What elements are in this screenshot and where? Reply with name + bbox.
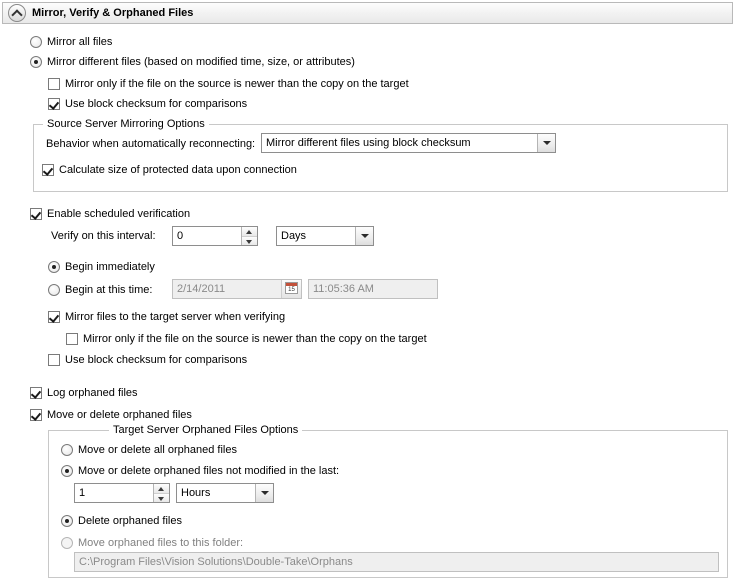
chevron-down-icon[interactable]: [255, 484, 273, 502]
radio-indicator: [30, 56, 42, 68]
radio-delete-orphaned-files-label: Delete orphaned files: [78, 515, 182, 527]
begin-time-field[interactable]: [308, 279, 438, 299]
checkbox-indicator: [42, 164, 54, 176]
radio-begin-immediately-label: Begin immediately: [65, 261, 155, 273]
group-title: Source Server Mirroring Options: [43, 118, 209, 130]
orphan-folder-path-value: C:\Program Files\Vision Solutions\Double-Take\Orphans: [79, 556, 353, 568]
checkbox-verify-use-block-checksum-label: Use block checksum for comparisons: [65, 354, 248, 366]
radio-move-delete-not-modified-label: Move or delete orphaned files not modified in the last:: [78, 465, 340, 477]
radio-indicator: [30, 36, 42, 48]
radio-move-orphans-to-folder-label: Move orphaned files to this folder:: [78, 537, 244, 549]
checkbox-indicator: [48, 78, 60, 90]
checkbox-use-block-checksum[interactable]: [48, 97, 247, 111]
checkbox-indicator: [30, 387, 42, 399]
chevron-up-icon[interactable]: [8, 4, 26, 22]
radio-indicator: [61, 444, 73, 456]
checkbox-verify-use-block-checksum[interactable]: [48, 353, 247, 367]
checkbox-verify-mirror-only-if-newer[interactable]: [66, 332, 427, 346]
checkbox-log-orphaned-files-label: Log orphaned files: [47, 387, 138, 399]
checkbox-log-orphaned-files[interactable]: [30, 386, 138, 400]
stepper-down-icon[interactable]: [154, 494, 169, 503]
behavior-reconnect-select[interactable]: [261, 133, 556, 153]
section-header[interactable]: [2, 2, 733, 24]
begin-date-value: 2/14/2011: [177, 283, 226, 295]
checkbox-indicator: [48, 354, 60, 366]
stepper-buttons[interactable]: [241, 227, 257, 245]
stepper-buttons[interactable]: [153, 484, 169, 502]
radio-move-delete-all-orphans-label: Move or delete all orphaned files: [78, 444, 237, 456]
chevron-down-icon[interactable]: [355, 227, 373, 245]
checkbox-move-or-delete-orphaned-files-label: Move or delete orphaned files: [47, 409, 192, 421]
radio-mirror-all-files[interactable]: [30, 35, 112, 49]
radio-indicator: [48, 261, 60, 273]
stepper-down-icon[interactable]: [242, 237, 257, 246]
radio-indicator: [61, 537, 73, 549]
verify-interval-label: Verify on this interval:: [51, 230, 156, 242]
checkbox-mirror-only-if-newer-label: Mirror only if the file on the source is newer than the copy on the target: [65, 78, 409, 90]
orphan-age-stepper[interactable]: [74, 483, 170, 503]
checkbox-calculate-size-label: Calculate size of protected data upon connection: [59, 164, 297, 176]
checkbox-mirror-when-verifying[interactable]: [48, 310, 285, 324]
checkbox-indicator: [48, 98, 60, 110]
verify-interval-stepper[interactable]: [172, 226, 258, 246]
radio-begin-at-this-time-label: Begin at this time:: [65, 284, 153, 296]
orphan-folder-path-field[interactable]: [74, 552, 719, 572]
begin-date-picker[interactable]: [172, 279, 302, 299]
radio-move-orphans-to-folder[interactable]: [61, 536, 243, 550]
checkbox-mirror-only-if-newer[interactable]: [48, 77, 409, 91]
checkbox-indicator: [30, 409, 42, 421]
verify-interval-unit-value: Days: [281, 230, 307, 242]
checkbox-enable-scheduled-verification-label: Enable scheduled verification: [47, 208, 191, 220]
checkbox-indicator: [30, 208, 42, 220]
stepper-up-icon[interactable]: [154, 484, 169, 494]
stepper-up-icon[interactable]: [242, 227, 257, 237]
checkbox-verify-mirror-only-if-newer-label: Mirror only if the file on the source is newer than the copy on the target: [83, 333, 427, 345]
radio-indicator: [61, 465, 73, 477]
orphan-age-unit-select[interactable]: [176, 483, 274, 503]
checkbox-use-block-checksum-label: Use block checksum for comparisons: [65, 98, 248, 110]
checkbox-calculate-size[interactable]: [42, 163, 297, 177]
group-title: Target Server Orphaned Files Options: [109, 424, 302, 436]
orphan-age-unit-value: Hours: [181, 487, 211, 499]
calendar-button[interactable]: [281, 280, 301, 298]
radio-mirror-different-files-label: Mirror different files (based on modified time, size, or attributes): [47, 56, 355, 68]
begin-time-value: 11:05:36 AM: [313, 283, 374, 295]
radio-begin-at-this-time[interactable]: [48, 283, 152, 297]
behavior-reconnect-label: Behavior when automatically reconnecting:: [46, 138, 256, 150]
radio-move-delete-all-orphans[interactable]: [61, 443, 237, 457]
radio-indicator: [48, 284, 60, 296]
calendar-icon: [285, 282, 298, 294]
verify-interval-value: 0: [177, 230, 184, 242]
checkbox-indicator: [66, 333, 78, 345]
behavior-reconnect-value: Mirror different files using block checksum: [266, 137, 471, 149]
radio-begin-immediately[interactable]: [48, 260, 155, 274]
checkbox-indicator: [48, 311, 60, 323]
radio-delete-orphaned-files[interactable]: [61, 514, 182, 528]
radio-mirror-different-files[interactable]: [30, 55, 355, 69]
radio-mirror-all-files-label: Mirror all files: [47, 36, 113, 48]
verify-interval-unit-select[interactable]: [276, 226, 374, 246]
orphan-age-value: 1: [79, 487, 86, 499]
page-title: Mirror, Verify & Orphaned Files: [32, 7, 194, 19]
checkbox-mirror-when-verifying-label: Mirror files to the target server when verifying: [65, 311, 286, 323]
radio-indicator: [61, 515, 73, 527]
checkbox-move-or-delete-orphaned-files[interactable]: [30, 408, 192, 422]
radio-move-delete-not-modified[interactable]: [61, 464, 339, 478]
calendar-icon-day: 15: [288, 287, 295, 293]
chevron-down-icon[interactable]: [537, 134, 555, 152]
checkbox-enable-scheduled-verification[interactable]: [30, 207, 190, 221]
